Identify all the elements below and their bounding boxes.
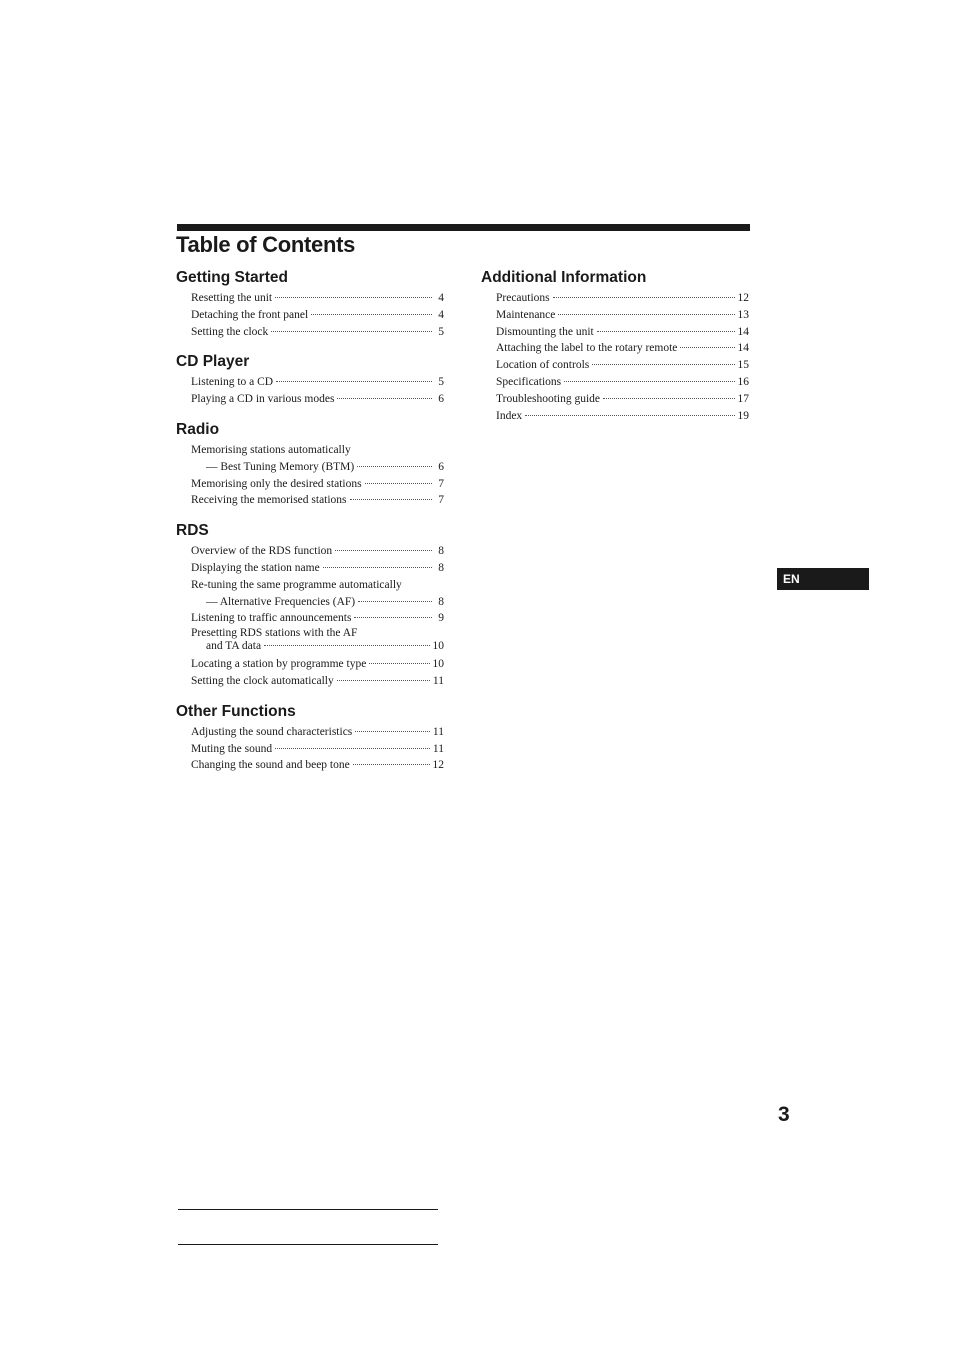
- toc-section-other-functions: [176, 702, 444, 774]
- toc-entry[interactable]: [176, 391, 444, 408]
- section-heading: Additional Information: [481, 269, 647, 286]
- top-rule: [177, 224, 750, 231]
- toc-entry[interactable]: [481, 391, 749, 408]
- dot-leader: [357, 466, 432, 467]
- section-heading: Getting Started: [176, 269, 288, 286]
- dot-leader: [553, 297, 735, 298]
- entry-page: 12: [737, 292, 749, 304]
- entry-page: 17: [737, 392, 749, 405]
- entry-page: 5: [438, 325, 444, 338]
- entry-page: 7: [438, 477, 444, 490]
- entry-label: Specifications: [496, 375, 562, 388]
- entry-label: Displaying the station name: [191, 561, 320, 574]
- toc-entry[interactable]: [176, 577, 444, 594]
- dot-leader: [311, 314, 432, 315]
- toc-entry[interactable]: [176, 594, 444, 611]
- toc-entry[interactable]: [176, 656, 444, 673]
- toc-section-radio: [176, 420, 444, 509]
- dot-leader: [271, 331, 432, 332]
- toc-entry[interactable]: [176, 741, 444, 758]
- entry-page: 15: [737, 359, 749, 372]
- entry-label: Memorising only the desired stations: [191, 477, 362, 490]
- toc-entry[interactable]: [176, 543, 444, 560]
- entry-page: 8: [438, 595, 444, 608]
- entry-page: 4: [438, 292, 444, 304]
- toc-entry[interactable]: [176, 560, 444, 577]
- toc-entry[interactable]: [481, 307, 749, 324]
- dot-leader: [337, 398, 432, 399]
- dot-leader: [592, 364, 734, 365]
- dot-leader: [353, 764, 430, 765]
- toc-left-column: [176, 268, 444, 786]
- entry-label: Re-tuning the same programme automatically: [191, 578, 402, 591]
- entry-label: Maintenance: [496, 308, 556, 321]
- entry-label: and TA data: [206, 640, 262, 653]
- dot-leader: [680, 347, 734, 348]
- toc-entry[interactable]: [176, 492, 444, 509]
- entry-page: 11: [432, 674, 444, 687]
- entry-page: 11: [432, 742, 444, 755]
- entry-label: Detaching the front panel: [191, 308, 309, 321]
- entry-label: Index: [496, 409, 523, 422]
- toc-entry[interactable]: [176, 610, 444, 627]
- toc-right-column: [481, 268, 749, 436]
- entry-page: 4: [438, 308, 444, 321]
- entry-page: 9: [438, 612, 444, 625]
- dot-leader: [597, 331, 735, 332]
- entry-label: Adjusting the sound characteristics: [191, 725, 353, 738]
- page-title: Table of Contents: [176, 232, 356, 257]
- dot-leader: [358, 601, 432, 602]
- dot-leader: [275, 297, 432, 298]
- toc-entry[interactable]: [176, 627, 444, 640]
- entry-page: 8: [438, 561, 444, 574]
- entry-page: 7: [438, 494, 444, 507]
- entry-label: Dismounting the unit: [496, 325, 594, 338]
- entry-page: 10: [432, 658, 444, 671]
- dot-leader: [558, 314, 734, 315]
- dot-leader: [354, 617, 432, 618]
- entry-label: Setting the clock automatically: [191, 674, 334, 687]
- toc-entry[interactable]: [176, 324, 444, 341]
- entry-page: 12: [432, 759, 444, 772]
- dot-leader: [264, 645, 429, 646]
- toc-entry[interactable]: [176, 459, 444, 476]
- dot-leader: [355, 731, 430, 732]
- entry-label: Setting the clock: [191, 325, 269, 338]
- dot-leader: [337, 680, 430, 681]
- entry-page: 14: [737, 325, 749, 338]
- entry-page: 6: [438, 460, 444, 473]
- toc-entry[interactable]: [176, 724, 444, 741]
- entry-page: 11: [432, 725, 444, 738]
- dot-leader: [323, 567, 432, 568]
- toc-entry[interactable]: [176, 640, 444, 653]
- entry-label: Listening to a CD: [191, 376, 274, 389]
- entry-page: 13: [737, 308, 749, 321]
- toc-entry[interactable]: [176, 374, 444, 391]
- toc-entry[interactable]: [176, 442, 444, 459]
- entry-page: 8: [438, 545, 444, 558]
- dot-leader: [564, 381, 734, 382]
- entry-page: 19: [737, 409, 749, 422]
- entry-label: Resetting the unit: [191, 292, 273, 304]
- toc-section-additional-information: [481, 268, 749, 424]
- toc-section-rds: [176, 521, 444, 690]
- entry-label: Changing the sound and beep tone: [191, 759, 350, 772]
- toc-entry[interactable]: [481, 340, 749, 357]
- dot-leader: [350, 499, 432, 500]
- toc-section-cd-player: [176, 352, 444, 408]
- dot-leader: [335, 550, 432, 551]
- section-heading: Radio: [176, 420, 220, 438]
- entry-label: Precautions: [496, 292, 550, 304]
- page-number: 3: [778, 1103, 790, 1126]
- entry-label: Memorising stations automatically: [191, 443, 351, 456]
- entry-page: 6: [438, 393, 444, 406]
- entry-page: 10: [432, 640, 444, 653]
- entry-label: Troubleshooting guide: [496, 392, 601, 405]
- bottom-rule: [178, 1209, 438, 1210]
- entry-label: Muting the sound: [191, 742, 273, 755]
- language-tab: EN: [777, 568, 869, 590]
- entry-page: 5: [438, 376, 444, 389]
- dot-leader: [365, 483, 432, 484]
- entry-label: Playing a CD in various modes: [191, 393, 335, 406]
- section-heading: CD Player: [176, 353, 250, 371]
- toc-entry[interactable]: [176, 476, 444, 493]
- bottom-rule: [178, 1244, 438, 1245]
- dot-leader: [275, 748, 430, 749]
- entry-label: Attaching the label to the rotary remote: [496, 342, 678, 355]
- entry-page: 14: [737, 342, 749, 355]
- entry-label: Locating a station by programme type: [191, 658, 367, 671]
- entry-label: — Alternative Frequencies (AF): [206, 595, 356, 608]
- toc-entry[interactable]: [481, 324, 749, 341]
- entry-page: 16: [737, 375, 749, 388]
- toc-entry[interactable]: [176, 673, 444, 690]
- toc-entry[interactable]: [176, 757, 444, 774]
- section-heading: Other Functions: [176, 702, 296, 720]
- dot-leader: [525, 415, 734, 416]
- entry-label: Presetting RDS stations with the AF: [191, 627, 358, 640]
- section-heading: RDS: [176, 522, 209, 540]
- entry-label: Listening to traffic announcements: [191, 612, 352, 625]
- dot-leader: [603, 398, 734, 399]
- dot-leader: [276, 381, 432, 382]
- toc-entry[interactable]: [481, 408, 749, 425]
- entry-label: Receiving the memorised stations: [191, 494, 347, 507]
- toc-entry[interactable]: [176, 290, 444, 307]
- toc-entry[interactable]: [481, 357, 749, 374]
- toc-entry[interactable]: [176, 307, 444, 324]
- toc-entry[interactable]: [481, 290, 749, 307]
- toc-entry[interactable]: [481, 374, 749, 391]
- entry-label: Location of controls: [496, 359, 590, 372]
- entry-label: Overview of the RDS function: [191, 545, 333, 558]
- dot-leader: [369, 663, 429, 664]
- entry-label: — Best Tuning Memory (BTM): [206, 460, 355, 473]
- toc-section-getting-started: [176, 268, 444, 340]
